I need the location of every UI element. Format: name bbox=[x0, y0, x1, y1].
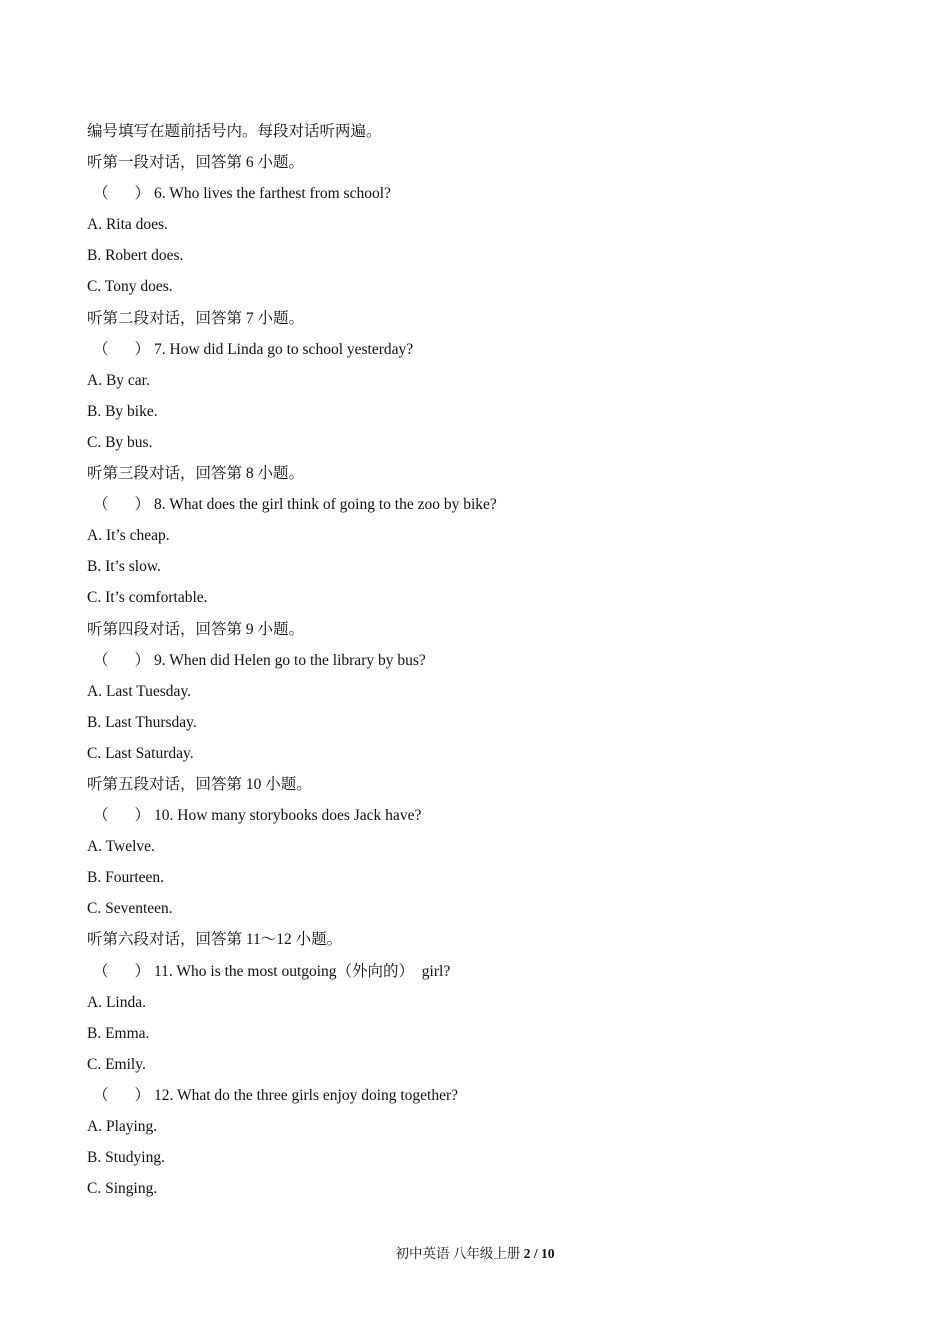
question-line bbox=[87, 645, 887, 676]
bracket-open: （ bbox=[93, 340, 109, 358]
answer-option: B. Last Thursday. bbox=[87, 713, 197, 731]
bracket-close: ） bbox=[134, 807, 150, 825]
answer-option: C. Seventeen. bbox=[87, 900, 173, 918]
answer-option: B. Emma. bbox=[87, 1024, 150, 1042]
answer-option: A. Twelve. bbox=[87, 838, 155, 856]
answer-option: A. Playing. bbox=[87, 1118, 158, 1135]
answer-option: A. Rita does. bbox=[87, 216, 168, 234]
question-text: 8. What does the girl think of going to the zoo by bike? bbox=[154, 496, 497, 514]
answer-option: B. Fourteen. bbox=[87, 869, 165, 887]
question-line bbox=[87, 800, 887, 831]
answer-bracket[interactable] bbox=[87, 489, 154, 520]
answer-option: A. Linda. bbox=[87, 993, 146, 1011]
section-heading: 听第六段对话，回答第 11～12 小题。 bbox=[87, 931, 343, 949]
question-line bbox=[87, 178, 887, 209]
bracket-close: ） bbox=[134, 962, 150, 980]
section-heading: 听第五段对话，回答第 10 小题。 bbox=[87, 775, 312, 793]
answer-bracket[interactable] bbox=[87, 800, 154, 831]
answer-option: B. Robert does. bbox=[87, 247, 184, 265]
answer-option: A. It’s cheap. bbox=[87, 527, 170, 545]
question-list bbox=[87, 147, 887, 1204]
answer-option: C. Emily. bbox=[87, 1055, 146, 1073]
answer-bracket[interactable] bbox=[87, 1080, 154, 1111]
answer-option: C. By bus. bbox=[87, 433, 153, 451]
bracket-close: ） bbox=[134, 651, 150, 669]
answer-bracket[interactable] bbox=[87, 178, 154, 209]
answer-option: C. Singing. bbox=[87, 1180, 158, 1198]
footer-subject: 初中英语 八年级上册 bbox=[395, 1246, 524, 1261]
answer-option: C. It’s comfortable. bbox=[87, 589, 208, 607]
question-text: 9. When did Helen go to the library by bus? bbox=[154, 651, 426, 669]
bracket-open: （ bbox=[93, 962, 109, 980]
question-text: 7. How did Linda go to school yesterday? bbox=[154, 340, 414, 358]
instruction-text: 编号填写在题前括号内。每段对话听两遍。 bbox=[87, 123, 382, 140]
question-text: 12. What do the three girls enjoy doing together? bbox=[154, 1086, 459, 1104]
bracket-open: （ bbox=[93, 651, 109, 669]
question-line bbox=[87, 489, 887, 520]
answer-option: A. By car. bbox=[87, 371, 150, 389]
bracket-open: （ bbox=[93, 185, 109, 203]
bracket-close: ） bbox=[134, 1086, 150, 1104]
answer-option: A. Last Tuesday. bbox=[87, 682, 192, 700]
bracket-close: ） bbox=[134, 340, 150, 358]
section-heading: 听第四段对话，回答第 9 小题。 bbox=[87, 620, 305, 638]
answer-bracket[interactable] bbox=[87, 956, 154, 987]
answer-bracket[interactable] bbox=[87, 645, 154, 676]
section-heading: 听第二段对话，回答第 7 小题。 bbox=[87, 309, 305, 327]
question-line bbox=[87, 334, 887, 365]
answer-option: B. It’s slow. bbox=[87, 558, 161, 576]
bracket-close: ） bbox=[134, 496, 150, 514]
bracket-open: （ bbox=[93, 496, 109, 514]
answer-bracket[interactable] bbox=[87, 334, 154, 365]
bracket-open: （ bbox=[93, 807, 109, 825]
footer-page-total: 10 bbox=[541, 1246, 555, 1261]
page-footer bbox=[0, 1244, 950, 1264]
answer-option: C. Tony does. bbox=[87, 278, 173, 296]
question-line bbox=[87, 1080, 887, 1111]
footer-separator: / bbox=[530, 1246, 541, 1261]
bracket-open: （ bbox=[93, 1086, 109, 1104]
bracket-close: ） bbox=[134, 185, 150, 203]
answer-option: B. Studying. bbox=[87, 1149, 165, 1167]
question-line bbox=[87, 956, 887, 987]
section-heading: 听第三段对话，回答第 8 小题。 bbox=[87, 465, 305, 483]
answer-option: C. Last Saturday. bbox=[87, 744, 194, 762]
question-text: 10. How many storybooks does Jack have? bbox=[154, 807, 422, 825]
question-text: 6. Who lives the farthest from school? bbox=[154, 185, 391, 203]
document-body bbox=[87, 116, 887, 1204]
section-heading: 听第一段对话，回答第 6 小题。 bbox=[87, 154, 305, 172]
question-text: 11. Who is the most outgoing（外向的） girl? bbox=[154, 962, 451, 980]
answer-option: B. By bike. bbox=[87, 402, 158, 420]
footer-page-number: 2 bbox=[523, 1246, 531, 1261]
